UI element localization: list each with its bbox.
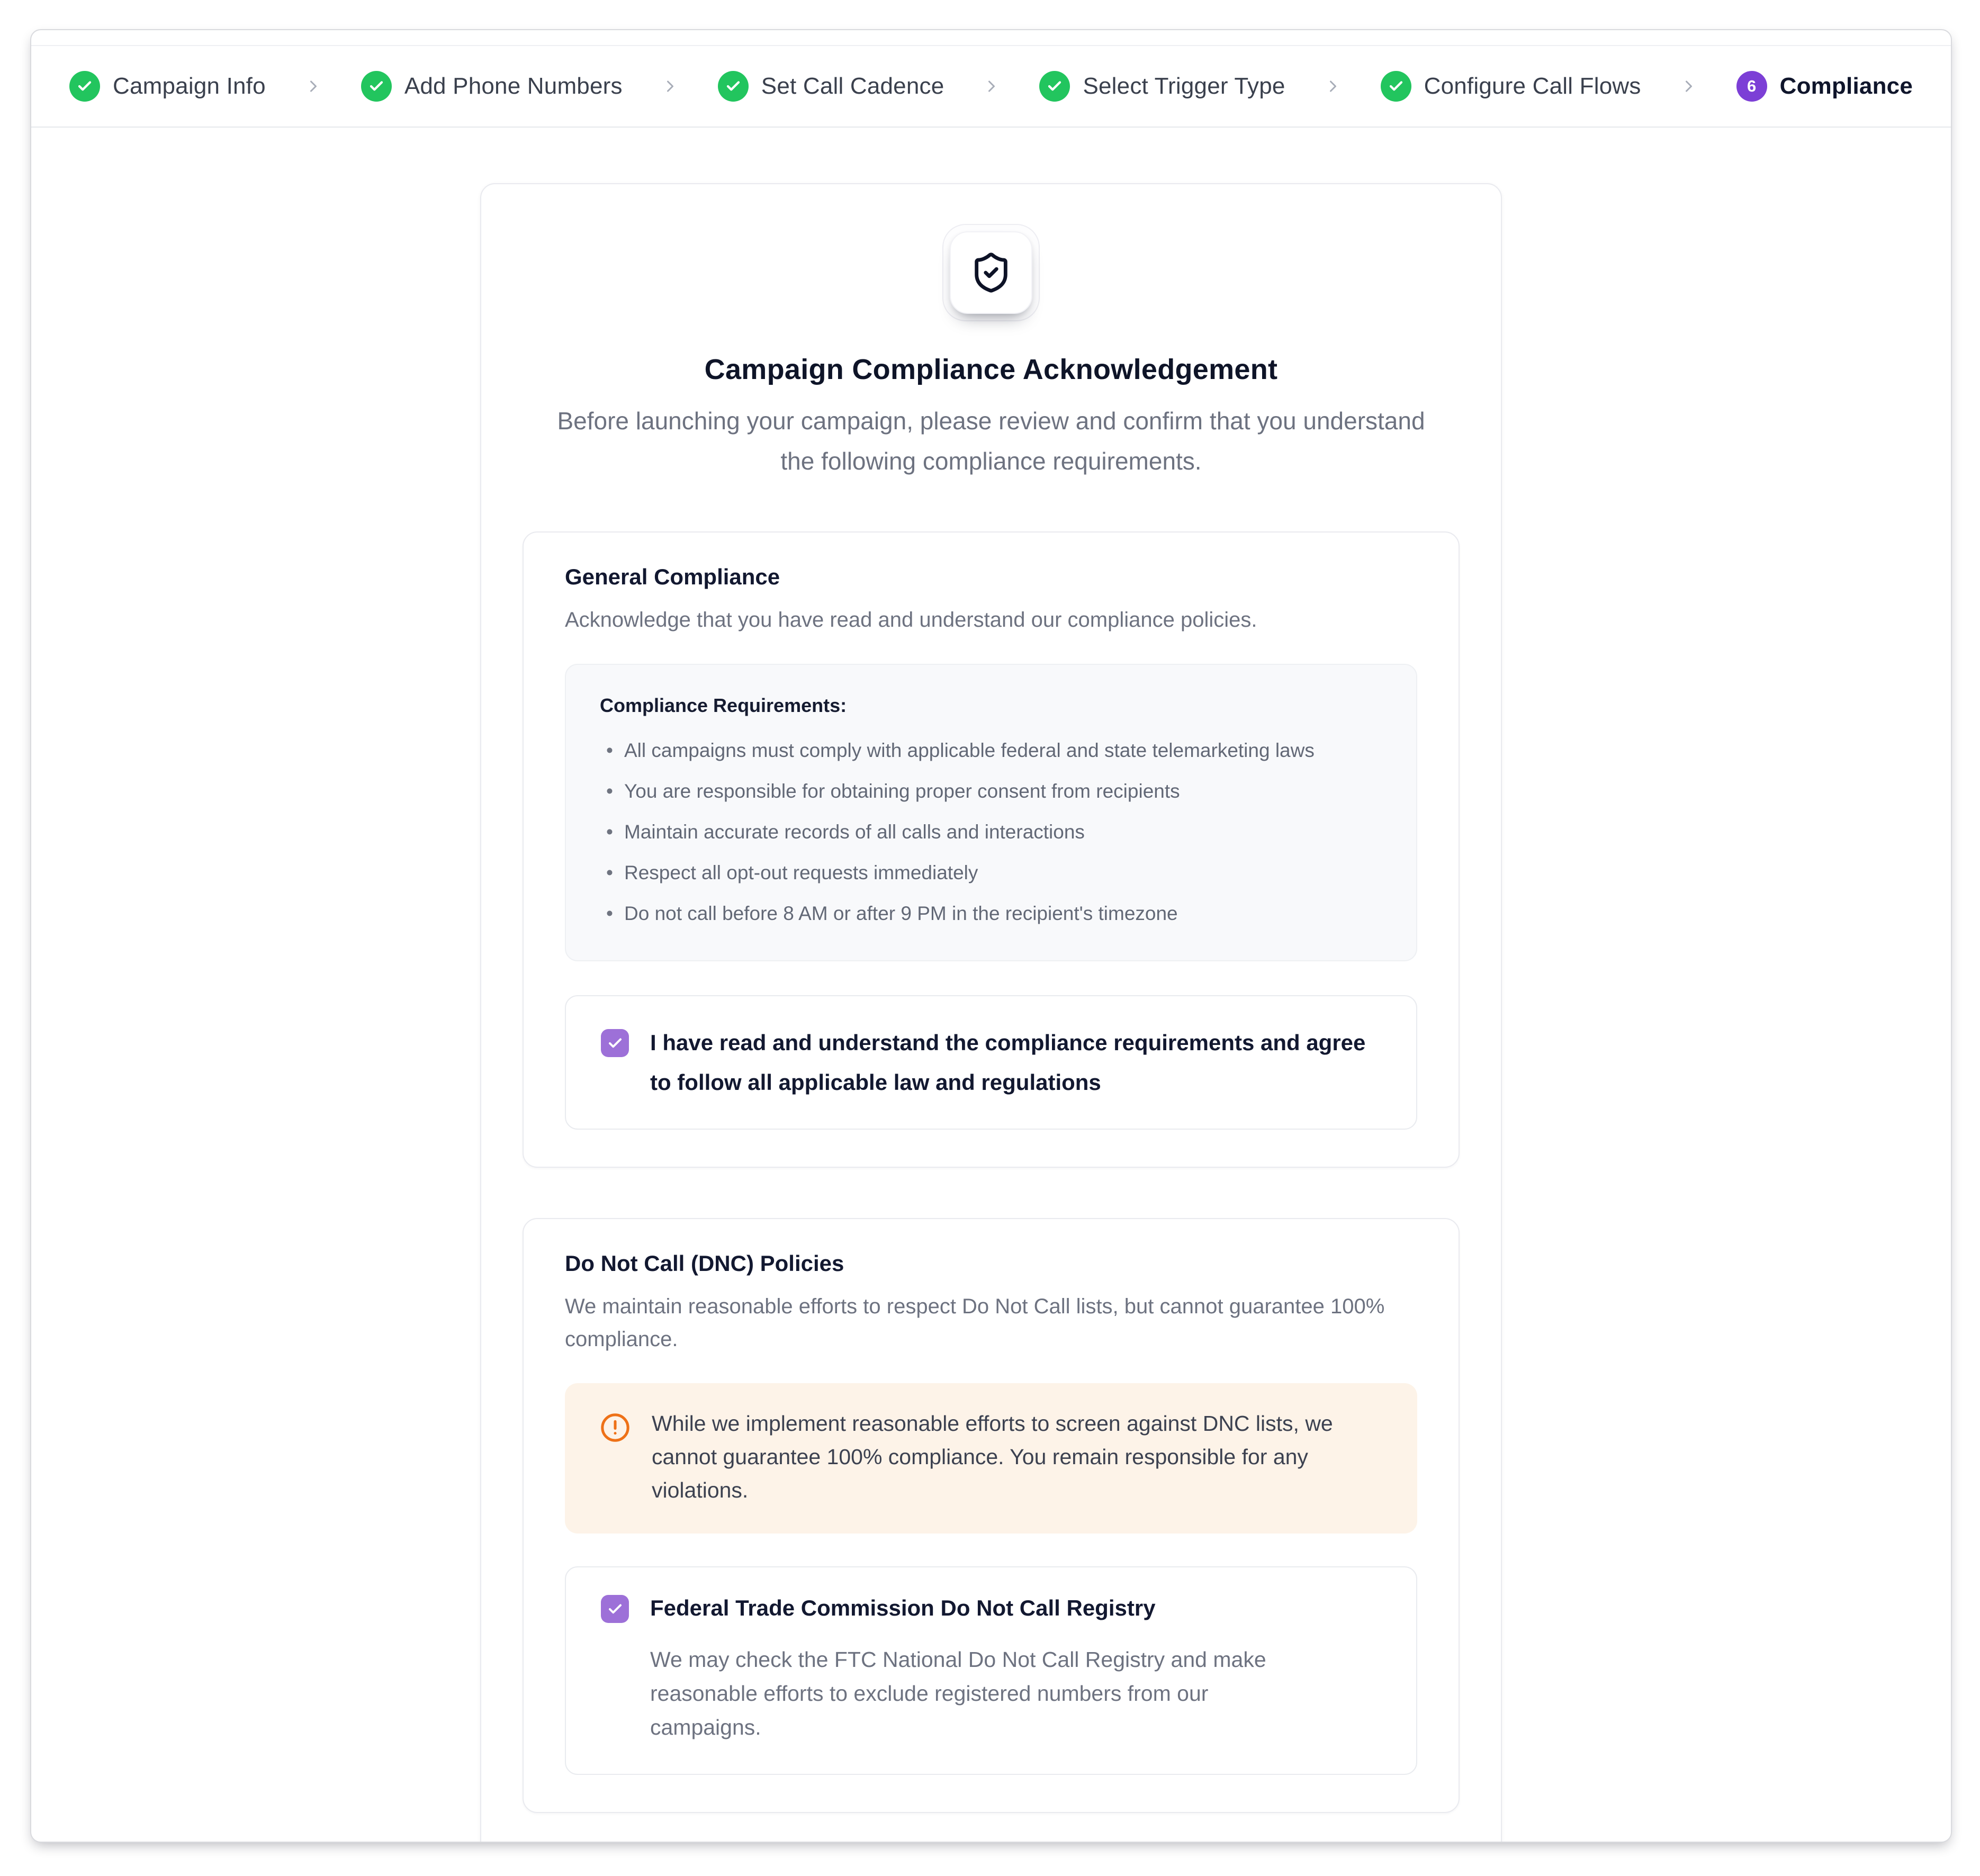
page-title: Campaign Compliance Acknowledgement [704,354,1278,385]
campaign-wizard-window [30,29,1952,1843]
header-icon-tile [942,224,1040,321]
requirement-item: • Maintain accurate records of all calls and interactions [600,819,1382,845]
requirements-list [600,738,1382,926]
ftc-registry-body [650,1593,1381,1744]
dnc-warning-text: While we implement reasonable efforts to screen against DNC lists, we cannot guarantee 100% compliance. You remain responsible for any violations. [652,1411,1333,1502]
section-title: General Compliance [565,564,780,589]
requirements-title: Compliance Requirements: [600,695,847,716]
step-label: Compliance [1779,73,1913,99]
general-acknowledgement-checkbox[interactable] [601,1029,629,1057]
general-acknowledgement-label: I have read and understand the compliance requirements and agree to follow all applicable law and regulations [650,1030,1366,1095]
chevron-right-icon [304,77,323,96]
alert-circle-icon [600,1412,631,1443]
check-circle-icon [69,71,100,102]
check-circle-icon [1381,71,1411,102]
step-add-phone-numbers[interactable] [361,71,623,102]
check-circle-icon [1039,71,1070,102]
compliance-requirements-box [565,664,1417,961]
step-set-call-cadence[interactable] [718,71,944,102]
ftc-registry-label: Federal Trade Commission Do Not Call Registry [650,1595,1156,1620]
chevron-right-icon [1679,77,1698,96]
step-label: Configure Call Flows [1424,73,1641,99]
check-circle-icon [718,71,749,102]
step-label: Campaign Info [113,73,266,99]
chevron-right-icon [982,77,1001,96]
step-compliance[interactable] [1736,71,1913,102]
step-select-trigger-type[interactable] [1039,71,1285,102]
wizard-stepper [31,45,1951,128]
requirement-item: • Respect all opt-out requests immediately [600,860,1382,886]
ftc-registry-description: We may check the FTC National Do Not Call Registry and make reasonable efforts to exclude registered numbers from our campaigns. [650,1647,1266,1739]
step-label: Add Phone Numbers [404,73,623,99]
requirement-item: • Do not call before 8 AM or after 9 PM in the recipient's timezone [600,901,1382,926]
shield-check-icon [950,231,1032,314]
page-subtitle: Before launching your campaign, please review and confirm that you understand the following compliance requirements. [557,407,1425,475]
section-title: Do Not Call (DNC) Policies [565,1251,844,1276]
section-subtitle: Acknowledge that you have read and understand our compliance policies. [565,608,1257,632]
chevron-right-icon [1324,77,1343,96]
step-configure-call-flows[interactable] [1381,71,1641,102]
general-compliance-section [523,531,1460,1168]
compliance-card [480,183,1502,1843]
section-subtitle: We maintain reasonable efforts to respect Do Not Call lists, but cannot guarantee 100% compliance. [565,1295,1385,1351]
check-circle-icon [361,71,392,102]
general-acknowledgement-row [565,995,1417,1130]
requirement-item: • You are responsible for obtaining proper consent from recipients [600,779,1382,804]
dnc-warning-banner [565,1383,1417,1534]
step-label: Select Trigger Type [1083,73,1285,99]
step-label: Set Call Cadence [761,73,944,99]
dnc-policies-section [523,1218,1460,1813]
step-number-badge: 6 [1736,71,1767,102]
step-campaign-info[interactable] [69,71,266,102]
ftc-registry-checkbox[interactable] [601,1595,629,1623]
requirement-item: • All campaigns must comply with applicable federal and state telemarketing laws [600,738,1382,763]
chevron-right-icon [661,77,680,96]
ftc-registry-row [565,1566,1417,1775]
wizard-content [31,128,1951,1843]
